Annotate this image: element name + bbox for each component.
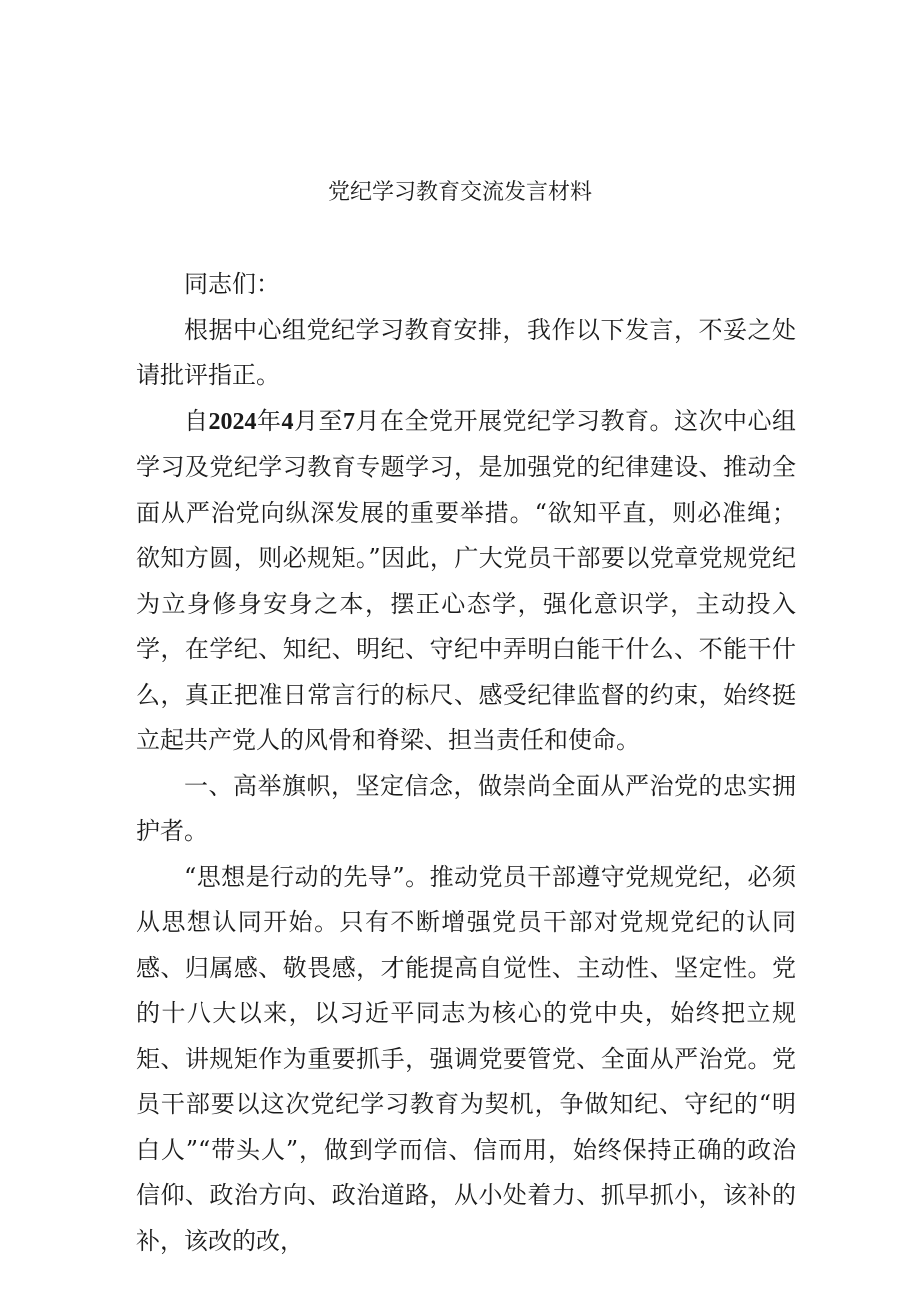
document-title: 党纪学习教育交流发言材料 (327, 180, 592, 205)
salutation: 同志们： (184, 270, 280, 298)
end-month-number: 7 (343, 408, 355, 435)
year-suffix: 年 (256, 406, 282, 435)
year-number: 2024 (208, 408, 257, 435)
document-body (136, 262, 796, 1264)
month-to-text: 月至 (293, 406, 343, 435)
paragraph-background (136, 399, 796, 764)
paragraph-intro: 根据中心组党纪学习教育安排，我作以下发言，不妥之处请批评指正。 (136, 315, 796, 389)
paragraph-section-1-body: “思想是行动的先导”。推动党员干部遵守党规党纪，必须从思想认同开始。只有不断增强党员干部对党规党纪的认同感、归属感、敬畏感，才能提高自觉性、主动性、坚定性。党的十八大以来，以习近平同志为核心的党中央，始终把立规矩、讲规矩作为重要抓手，强调党要管党、全面从严治党。党员干部要以这次党纪学习教育为契机，争做知纪、守纪的“明白人”“带头人”，做到学而信、信而用，始终保持正确的政治信仰、政治方向、政治道路，从小处着力、抓早抓小，该补的补，该改的改， (136, 862, 796, 1255)
paragraph-background-prefix: 自 (184, 406, 209, 435)
start-month-number: 4 (281, 408, 294, 435)
paragraph-background-rest: 月在全党开展党纪学习教育。这次中心组学习及党纪学习教育专题学习，是加强党的纪律建设、推动全面从严治党向纵深发展的重要举措。“欲知平直，则必准绳；欲知方圆，则必规矩。”因此，广大党员干部要以党章党规党纪为立身修身安身之本，摆正心态学，强化意识学，主动投入学，在学纪、知纪、明纪、守纪中弄明白能干什么、不能干什么，真正把准日常言行的标尺、感受纪律监督的约束，始终挺立起共产党人的风骨和脊梁、担当责任和使命。 (136, 406, 796, 754)
section-heading-1: 一、高举旗帜，坚定信念，做崇尚全面从严治党的忠实拥护者。 (136, 771, 796, 845)
